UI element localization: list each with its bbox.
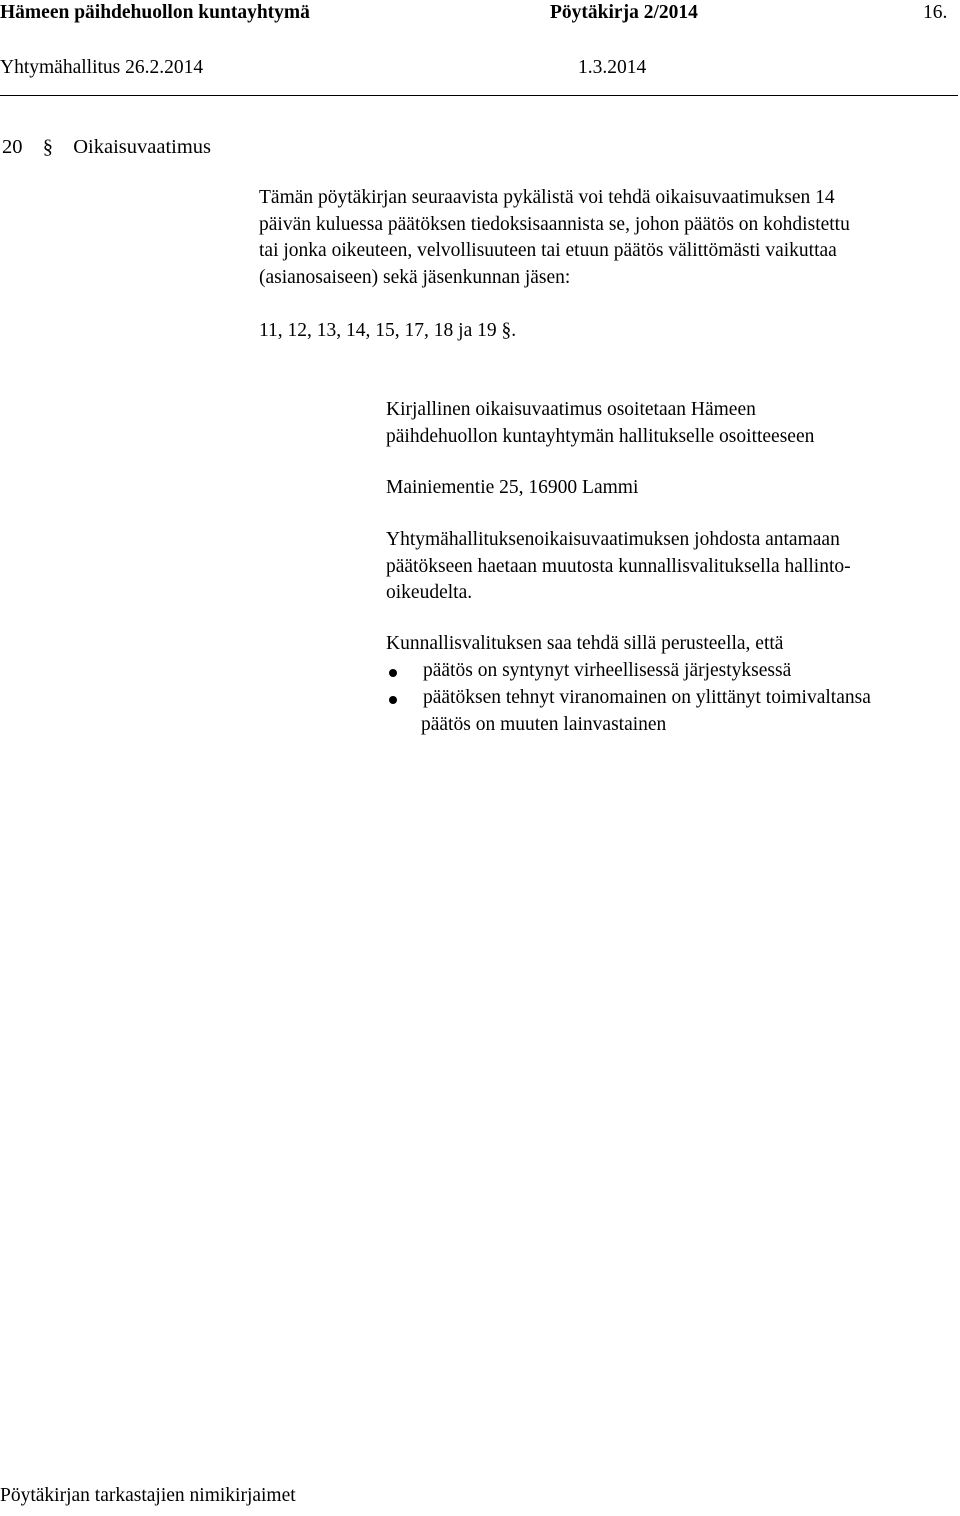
paragraph-line: päätökseen haetaan muutosta kunnallisvalituksella hallinto- — [386, 555, 851, 577]
footer-label: Pöytäkirjan tarkastajien nimikirjaimet — [0, 1485, 296, 1506]
paragraph-line: Yhtymähallituksenoikaisuvaatimuksen johdosta antamaan — [386, 529, 840, 550]
header-meeting: Yhtymähallitus 26.2.2014 — [0, 57, 204, 78]
header-organization: Hämeen päihdehuollon kuntayhtymä — [0, 2, 310, 23]
section-title: Oikaisuvaatimus — [73, 136, 212, 158]
bullet-icon — [389, 669, 397, 677]
paragraph-line: päihdehuollon kuntayhtymän hallitukselle osoitteeseen — [386, 425, 815, 447]
bullet-icon — [389, 696, 397, 704]
page-number: 16. — [923, 2, 948, 23]
section-number: 20 — [2, 136, 23, 158]
bullet-item: päätöksen tehnyt viranomainen on ylittänyt toimivaltansa — [423, 687, 871, 708]
section-symbol: § — [42, 136, 53, 158]
header-document: Pöytäkirja 2/2014 — [550, 2, 698, 23]
header-divider — [0, 95, 958, 96]
paragraph-3 — [386, 527, 851, 607]
paragraph-1 — [259, 185, 850, 292]
sections-list: 11, 12, 13, 14, 15, 17, 18 ja 19 §. — [259, 320, 517, 341]
paragraph-4-intro: Kunnallisvalituksen saa tehdä sillä perusteella, että — [386, 633, 784, 654]
paragraph-2 — [386, 397, 814, 450]
paragraph-line: Tämän pöytäkirjan seuraavista pykälistä voi tehdä oikaisuvaatimuksen 14 — [259, 187, 835, 208]
bullet-item: päätös on syntynyt virheellisessä järjestyksessä — [423, 660, 792, 681]
header-date: 1.3.2014 — [578, 57, 647, 78]
paragraph-line: oikeudelta. — [386, 582, 473, 604]
paragraph-line: tai jonka oikeuteen, velvollisuuteen tai etuun päätös välittömästi vaikuttaa — [259, 240, 837, 262]
paragraph-line: (asianosaiseen) sekä jäsenkunnan jäsen: — [259, 267, 571, 289]
section-heading — [2, 136, 211, 159]
address: Mainiementie 25, 16900 Lammi — [386, 477, 639, 498]
bullet-continuation: päätös on muuten lainvastainen — [421, 714, 667, 735]
paragraph-line: päivän kuluessa päätöksen tiedoksisaannista se, johon päätös on kohdistettu — [259, 213, 850, 235]
paragraph-line: Kirjallinen oikaisuvaatimus osoitetaan Hämeen — [386, 399, 756, 420]
